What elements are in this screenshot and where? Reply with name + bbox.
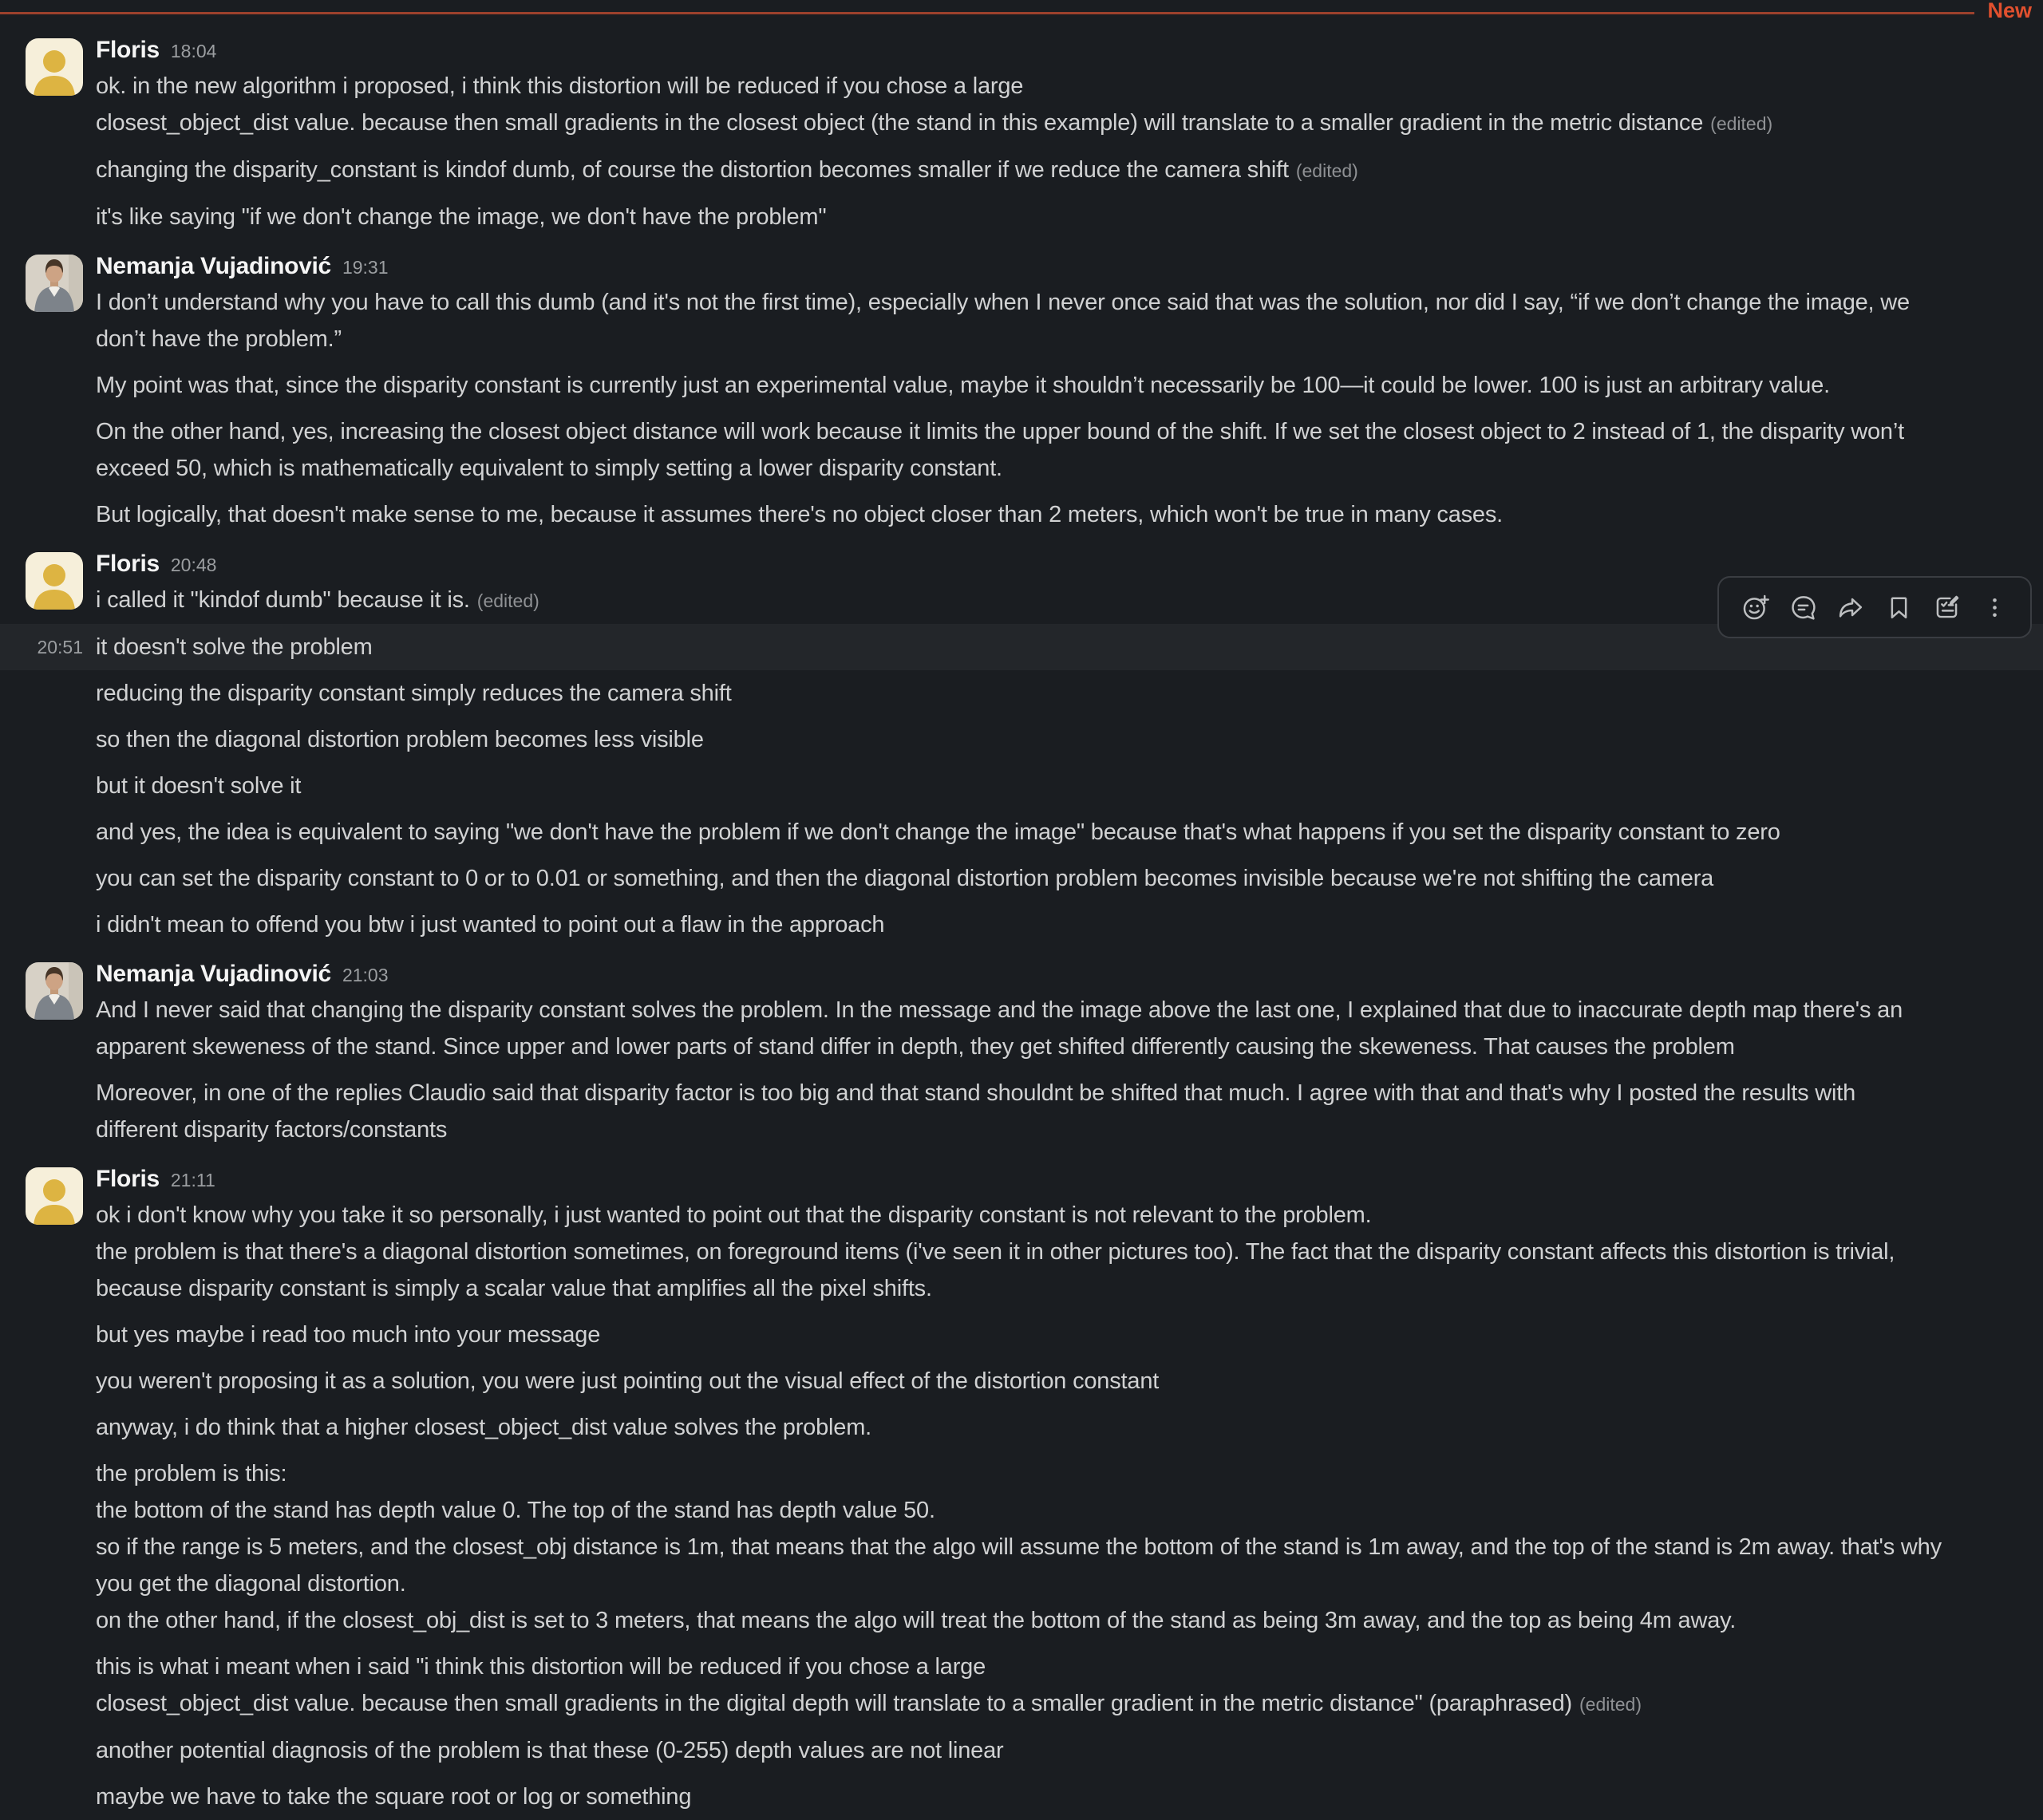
- message-row-hovered[interactable]: [0, 624, 2043, 670]
- message-text: so if the range is 5 meters, and the closest_obj distance is 1m, that means that the algo will assume the bottom of the stand is 1m away, and the top of the stand is 2m away. that's why: [96, 1534, 1942, 1560]
- message-text: changing the disparity_constant is kindof dumb, of course the distortion becomes smaller if we reduce the camera shift: [96, 157, 1289, 183]
- message-text: closest_object_dist value. because then small gradients in the digital depth will translate to a smaller gradient in the metric distance" (paraphrased): [96, 1691, 1573, 1716]
- message-group: [0, 250, 2043, 538]
- message-row[interactable]: [0, 1644, 2043, 1727]
- message-text: because disparity constant is simply a scalar value that amplifies all the pixel shifts.: [96, 1276, 932, 1301]
- edited-label: (edited): [1579, 1694, 1642, 1715]
- message-row[interactable]: [0, 1774, 2043, 1820]
- message-text: don’t have the problem.”: [96, 326, 342, 352]
- message-text: it doesn't solve the problem: [96, 634, 373, 660]
- message-text: this is what i meant when i said "i think this distortion will be reduced if you chose a large: [96, 1654, 986, 1680]
- forward-arrow-icon: [1836, 593, 1866, 622]
- message-row[interactable]: [0, 670, 2043, 717]
- message-row[interactable]: [0, 1451, 2043, 1644]
- message-row[interactable]: [0, 492, 2043, 538]
- message-text: reducing the disparity constant simply reduces the camera shift: [96, 681, 732, 706]
- message-group: [0, 957, 2043, 1153]
- message-text: the problem is that there's a diagonal distortion sometimes, on foreground items (i've seen it in other pictures too). The fact that the disparity constant affects this distortion is trivial,: [96, 1239, 1895, 1265]
- unread-divider-line: [0, 12, 1974, 14]
- message-text: But logically, that doesn't make sense to me, because it assumes there's no object closer than 2 meters, which won't be true in many cases.: [96, 502, 1504, 527]
- message-text: exceed 50, which is mathematically equivalent to simply setting a lower disparity constant.: [96, 456, 1002, 481]
- message-text: My point was that, since the disparity constant is currently just an experimental value, maybe it shouldn’t necessarily be 100—it could be lower. 100 is just an arbitrary value.: [96, 373, 1830, 398]
- message-text: apparent skeweness of the stand. Since upper and lower parts of stand differ in depth, they get shifted differently causing the skeweness. That causes the problem: [96, 1034, 1735, 1060]
- username[interactable]: Nemanja Vujadinović: [96, 961, 331, 987]
- username[interactable]: Floris: [96, 37, 160, 63]
- edited-label: (edited): [1295, 160, 1358, 181]
- message-row[interactable]: [0, 1404, 2043, 1451]
- message-text: you can set the disparity constant to 0 or to 0.01 or something, and then the diagonal distortion problem becomes invisible because we're not shifting the camera: [96, 866, 1714, 891]
- thread-bubble-icon: [1788, 593, 1818, 622]
- message-row[interactable]: [0, 809, 2043, 855]
- username[interactable]: Floris: [96, 1166, 160, 1192]
- message-row[interactable]: [0, 1070, 2043, 1153]
- message-text: you weren't proposing it as a solution, you were just pointing out the visual effect of the distortion constant: [96, 1368, 1160, 1394]
- edited-label: (edited): [1710, 113, 1773, 134]
- message-text: ok i don't know why you take it so personally, i just wanted to point out that the disparity constant is not relevant to the problem.: [96, 1202, 1372, 1228]
- add-to-list-button[interactable]: [1928, 584, 1965, 630]
- message-text: on the other hand, if the closest_obj_dist is set to 3 meters, that means the algo will treat the bottom of the stand as being 3m away, and the top as being 4m away.: [96, 1608, 1737, 1633]
- message-row[interactable]: [0, 147, 2043, 194]
- timestamp[interactable]: 20:48: [170, 555, 217, 575]
- more-actions-button[interactable]: [1976, 584, 2013, 630]
- message-row[interactable]: [0, 763, 2043, 809]
- unread-divider: [0, 0, 2043, 24]
- message-text: and yes, the idea is equivalent to saying "we don't have the problem if we don't change the image" because that's what happens if you set the disparity constant to zero: [96, 819, 1780, 845]
- add-reaction-button[interactable]: [1737, 584, 1773, 630]
- message-row[interactable]: [0, 855, 2043, 902]
- message-text: the bottom of the stand has depth value 0. The top of the stand has depth value 50.: [96, 1498, 935, 1523]
- message-row[interactable]: [0, 992, 2043, 1070]
- message-text: another potential diagnosis of the problem is that these (0-255) depth values are not linear: [96, 1738, 1004, 1763]
- message-text: On the other hand, yes, increasing the closest object distance will work because it limits the upper bound of the shift. If we set the closest object to 2 instead of 1, the disparity won’t: [96, 419, 1904, 444]
- checklist-icon: [1932, 593, 1962, 622]
- edited-label: (edited): [476, 590, 539, 611]
- message-row[interactable]: [0, 1312, 2043, 1358]
- timestamp[interactable]: 21:11: [170, 1170, 215, 1190]
- message-actions-toolbar: [1717, 576, 2032, 638]
- message-group: [0, 547, 2043, 948]
- timestamp[interactable]: 19:31: [342, 257, 389, 278]
- message-text: anyway, i do think that a higher closest_object_dist value solves the problem.: [96, 1415, 872, 1440]
- message-row[interactable]: [0, 284, 2043, 362]
- username[interactable]: Floris: [96, 551, 160, 577]
- message-text: but it doesn't solve it: [96, 773, 302, 799]
- message-row[interactable]: [0, 409, 2043, 492]
- message-text: maybe we have to take the square root or log or something: [96, 1784, 692, 1810]
- message-text: I don’t understand why you have to call this dumb (and it's not the first time), especially when I never once said that was the solution, nor did I say, “if we don’t change the image, we: [96, 290, 1910, 315]
- message-row[interactable]: [0, 194, 2043, 240]
- message-row[interactable]: [0, 1197, 2043, 1312]
- message-group: [0, 1163, 2043, 1820]
- share-message-button[interactable]: [1832, 584, 1869, 630]
- timestamp[interactable]: 18:04: [170, 41, 217, 61]
- message-row[interactable]: [0, 1358, 2043, 1404]
- message-row[interactable]: [0, 902, 2043, 948]
- message-text: closest_object_dist value. because then small gradients in the closest object (the stand in this example) will translate to a smaller gradient in the metric distance: [96, 110, 1704, 136]
- message-text: so then the diagonal distortion problem becomes less visible: [96, 727, 704, 752]
- reply-in-thread-button[interactable]: [1784, 584, 1821, 630]
- message-text: And I never said that changing the disparity constant solves the problem. In the message and the image above the last one, I explained that due to inaccurate depth map there's an: [96, 997, 1903, 1023]
- message-text: ok. in the new algorithm i proposed, i think this distortion will be reduced if you chose a large: [96, 73, 1024, 99]
- username[interactable]: Nemanja Vujadinović: [96, 253, 331, 279]
- message-text: the problem is this:: [96, 1461, 287, 1486]
- message-group: [0, 34, 2043, 240]
- message-text: different disparity factors/constants: [96, 1117, 448, 1143]
- message-text: i didn't mean to offend you btw i just wanted to point out a flaw in the approach: [96, 912, 885, 938]
- message-text: Moreover, in one of the replies Claudio said that disparity factor is too big and that stand shouldnt be shifted that much. I agree with that and that's why I posted the results with: [96, 1080, 1856, 1106]
- timestamp[interactable]: 21:03: [342, 965, 389, 985]
- bookmark-icon: [1884, 593, 1914, 622]
- message-text: but yes maybe i read too much into your message: [96, 1322, 601, 1348]
- message-text: it's like saying "if we don't change the image, we don't have the problem": [96, 204, 827, 230]
- message-row[interactable]: [0, 717, 2043, 763]
- message-row[interactable]: [0, 1727, 2043, 1774]
- message-row[interactable]: [0, 68, 2043, 147]
- unread-divider-label: New: [1987, 0, 2032, 22]
- message-row[interactable]: [0, 362, 2043, 409]
- message-text: i called it "kindof dumb" because it is.: [96, 587, 470, 613]
- kebab-menu-icon: [1980, 593, 2009, 622]
- gutter-timestamp[interactable]: 20:51: [37, 637, 83, 657]
- message-text: you get the diagonal distortion.: [96, 1571, 406, 1597]
- emoji-plus-icon: [1741, 593, 1770, 622]
- save-for-later-button[interactable]: [1880, 584, 1917, 630]
